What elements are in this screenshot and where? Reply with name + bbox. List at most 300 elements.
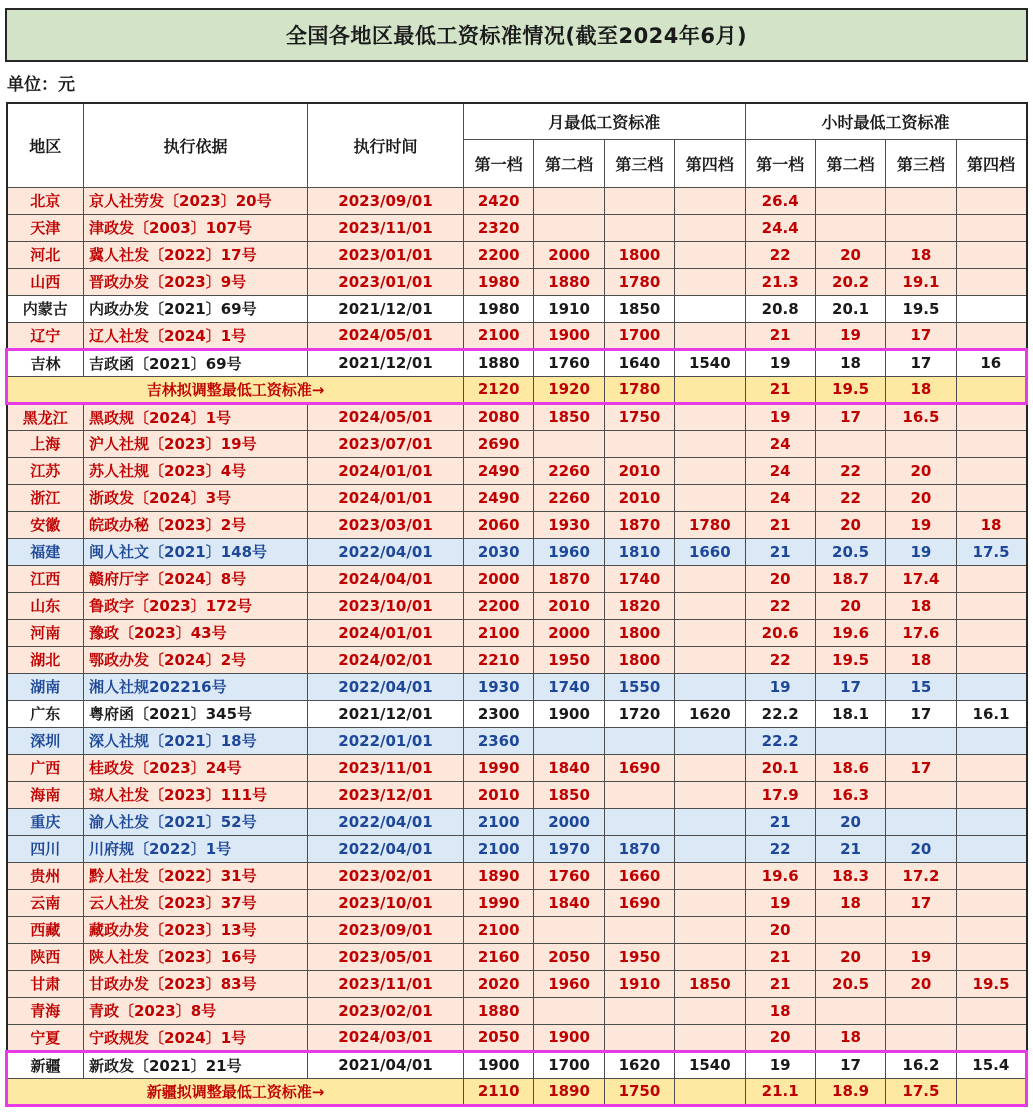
table-row [7, 295, 1027, 322]
cell-hourly-tier-1: 19 [745, 1051, 815, 1078]
header-monthly-group: 月最低工资标准 [464, 103, 746, 139]
cell-hourly-tier-3: 17.6 [886, 619, 956, 646]
cell-monthly-tier-2: 1920 [534, 376, 604, 403]
cell-basis: 渝人社发〔2021〕52号 [84, 808, 308, 835]
cell-hourly-tier-3: 17.5 [886, 1078, 956, 1105]
cell-monthly-tier-1: 2360 [464, 727, 534, 754]
cell-basis: 桂政发〔2023〕24号 [84, 754, 308, 781]
cell-hourly-tier-3 [886, 214, 956, 241]
cell-monthly-tier-2: 2260 [534, 457, 604, 484]
cell-monthly-tier-1: 2320 [464, 214, 534, 241]
cell-monthly-tier-2: 2000 [534, 619, 604, 646]
cell-hourly-tier-4 [956, 268, 1026, 295]
table-row [7, 403, 1027, 430]
cell-basis: 冀人社发〔2022〕17号 [84, 241, 308, 268]
cell-monthly-tier-4 [675, 376, 745, 403]
cell-date: 2021/12/01 [308, 295, 464, 322]
table-body [7, 187, 1027, 1105]
cell-monthly-tier-4 [675, 295, 745, 322]
cell-monthly-tier-1: 2690 [464, 430, 534, 457]
cell-date: 2023/10/01 [308, 889, 464, 916]
cell-hourly-tier-1: 19 [745, 889, 815, 916]
cell-monthly-tier-2: 1700 [534, 1051, 604, 1078]
cell-hourly-tier-1: 24 [745, 484, 815, 511]
cell-hourly-tier-2: 21 [815, 835, 885, 862]
cell-hourly-tier-2: 18.1 [815, 700, 885, 727]
cell-monthly-tier-1: 1930 [464, 673, 534, 700]
cell-monthly-tier-1: 1890 [464, 862, 534, 889]
cell-region: 山东 [7, 592, 84, 619]
cell-region: 新疆 [7, 1051, 84, 1078]
cell-hourly-tier-1: 19.6 [745, 862, 815, 889]
cell-monthly-tier-4: 1780 [675, 511, 745, 538]
cell-hourly-tier-4 [956, 430, 1026, 457]
cell-basis: 赣府厅字〔2024〕8号 [84, 565, 308, 592]
cell-region: 陕西 [7, 943, 84, 970]
cell-monthly-tier-4 [675, 727, 745, 754]
cell-hourly-tier-3 [886, 916, 956, 943]
cell-hourly-tier-1: 22 [745, 241, 815, 268]
cell-monthly-tier-1: 2100 [464, 916, 534, 943]
cell-monthly-tier-1: 2030 [464, 538, 534, 565]
cell-monthly-tier-4 [675, 322, 745, 349]
cell-monthly-tier-2: 1900 [534, 322, 604, 349]
cell-monthly-tier-3 [604, 1024, 674, 1051]
cell-hourly-tier-2: 17 [815, 1051, 885, 1078]
cell-basis: 黑政规〔2024〕1号 [84, 403, 308, 430]
cell-hourly-tier-4 [956, 862, 1026, 889]
cell-hourly-tier-4 [956, 781, 1026, 808]
cell-monthly-tier-3: 1690 [604, 889, 674, 916]
cell-hourly-tier-2: 20 [815, 592, 885, 619]
header-monthly-tier-1: 第一档 [464, 139, 534, 187]
table-row [7, 862, 1027, 889]
cell-hourly-tier-2: 20.5 [815, 970, 885, 997]
cell-region: 甘肃 [7, 970, 84, 997]
cell-hourly-tier-2: 20.1 [815, 295, 885, 322]
cell-monthly-tier-3 [604, 727, 674, 754]
cell-basis: 川府规〔2022〕1号 [84, 835, 308, 862]
cell-monthly-tier-2: 1910 [534, 295, 604, 322]
cell-monthly-tier-4 [675, 214, 745, 241]
cell-date: 2024/05/01 [308, 403, 464, 430]
cell-region: 山西 [7, 268, 84, 295]
cell-hourly-tier-4 [956, 916, 1026, 943]
cell-monthly-tier-1: 2100 [464, 322, 534, 349]
cell-hourly-tier-3: 18 [886, 376, 956, 403]
cell-monthly-tier-1: 1990 [464, 889, 534, 916]
cell-monthly-tier-2: 1970 [534, 835, 604, 862]
table-row [7, 700, 1027, 727]
cell-monthly-tier-3 [604, 187, 674, 214]
cell-monthly-tier-1: 1990 [464, 754, 534, 781]
cell-monthly-tier-1: 1900 [464, 1051, 534, 1078]
cell-hourly-tier-3: 19 [886, 943, 956, 970]
table-row [7, 835, 1027, 862]
header-hourly-tier-4: 第四档 [956, 139, 1026, 187]
cell-monthly-tier-3: 1660 [604, 862, 674, 889]
cell-date: 2023/12/01 [308, 781, 464, 808]
cell-hourly-tier-1: 26.4 [745, 187, 815, 214]
cell-date: 2023/05/01 [308, 943, 464, 970]
table-row [7, 619, 1027, 646]
cell-region: 青海 [7, 997, 84, 1024]
cell-hourly-tier-4 [956, 808, 1026, 835]
cell-monthly-tier-2: 1960 [534, 970, 604, 997]
cell-monthly-tier-4 [675, 619, 745, 646]
table-row [7, 673, 1027, 700]
cell-hourly-tier-4 [956, 1078, 1026, 1105]
cell-monthly-tier-3: 1720 [604, 700, 674, 727]
cell-hourly-tier-4: 17.5 [956, 538, 1026, 565]
cell-monthly-tier-4 [675, 862, 745, 889]
cell-hourly-tier-1: 21 [745, 376, 815, 403]
cell-monthly-tier-2: 2260 [534, 484, 604, 511]
cell-hourly-tier-1: 19 [745, 349, 815, 376]
cell-hourly-tier-3: 17 [886, 754, 956, 781]
cell-region: 宁夏 [7, 1024, 84, 1051]
cell-hourly-tier-2: 19.5 [815, 646, 885, 673]
cell-hourly-tier-3: 17 [886, 349, 956, 376]
cell-monthly-tier-4 [675, 754, 745, 781]
cell-basis: 宁政规发〔2024〕1号 [84, 1024, 308, 1051]
cell-region: 吉林 [7, 349, 84, 376]
cell-basis: 津政发〔2003〕107号 [84, 214, 308, 241]
cell-date: 2024/05/01 [308, 322, 464, 349]
cell-monthly-tier-2: 2050 [534, 943, 604, 970]
cell-hourly-tier-3: 17 [886, 700, 956, 727]
cell-monthly-tier-3: 1810 [604, 538, 674, 565]
cell-date: 2023/11/01 [308, 754, 464, 781]
cell-hourly-tier-3: 16.5 [886, 403, 956, 430]
cell-hourly-tier-1: 22.2 [745, 727, 815, 754]
cell-hourly-tier-4 [956, 295, 1026, 322]
cell-monthly-tier-4 [675, 673, 745, 700]
cell-region: 四川 [7, 835, 84, 862]
cell-monthly-tier-4 [675, 1078, 745, 1105]
cell-monthly-tier-4 [675, 403, 745, 430]
cell-region: 深圳 [7, 727, 84, 754]
header-region: 地区 [7, 103, 84, 187]
cell-hourly-tier-4 [956, 484, 1026, 511]
cell-date: 2024/01/01 [308, 457, 464, 484]
cell-hourly-tier-4: 16.1 [956, 700, 1026, 727]
cell-hourly-tier-1: 20 [745, 1024, 815, 1051]
cell-monthly-tier-1: 2020 [464, 970, 534, 997]
cell-monthly-tier-2: 1880 [534, 268, 604, 295]
cell-monthly-tier-3: 1690 [604, 754, 674, 781]
cell-hourly-tier-2: 18.7 [815, 565, 885, 592]
cell-hourly-tier-1: 21 [745, 538, 815, 565]
header-monthly-tier-2: 第二档 [534, 139, 604, 187]
cell-hourly-tier-4 [956, 673, 1026, 700]
cell-monthly-tier-1: 2160 [464, 943, 534, 970]
cell-monthly-tier-3 [604, 808, 674, 835]
page-title: 全国各地区最低工资标准情况(截至2024年6月) [5, 8, 1028, 62]
cell-monthly-tier-4 [675, 241, 745, 268]
cell-basis: 青政〔2023〕8号 [84, 997, 308, 1024]
cell-hourly-tier-2: 22 [815, 457, 885, 484]
cell-hourly-tier-4 [956, 592, 1026, 619]
cell-monthly-tier-3 [604, 781, 674, 808]
cell-monthly-tier-2: 1900 [534, 700, 604, 727]
cell-hourly-tier-2: 18 [815, 889, 885, 916]
cell-hourly-tier-3: 17.4 [886, 565, 956, 592]
cell-hourly-tier-3 [886, 997, 956, 1024]
cell-monthly-tier-3: 1820 [604, 592, 674, 619]
cell-monthly-tier-1: 1980 [464, 268, 534, 295]
cell-date: 2021/12/01 [308, 700, 464, 727]
cell-basis: 深人社规〔2021〕18号 [84, 727, 308, 754]
cell-monthly-tier-1: 2110 [464, 1078, 534, 1105]
table-row [7, 511, 1027, 538]
header-hourly-group: 小时最低工资标准 [745, 103, 1027, 139]
cell-monthly-tier-2: 1890 [534, 1078, 604, 1105]
cell-hourly-tier-1: 20 [745, 565, 815, 592]
cell-monthly-tier-4 [675, 484, 745, 511]
cell-hourly-tier-2 [815, 430, 885, 457]
cell-hourly-tier-3: 18 [886, 592, 956, 619]
adjust-row [7, 1078, 1027, 1105]
cell-date: 2021/12/01 [308, 349, 464, 376]
cell-monthly-tier-4 [675, 592, 745, 619]
cell-monthly-tier-2 [534, 997, 604, 1024]
cell-hourly-tier-4 [956, 1024, 1026, 1051]
cell-region: 天津 [7, 214, 84, 241]
cell-hourly-tier-2: 20.5 [815, 538, 885, 565]
cell-region: 江苏 [7, 457, 84, 484]
cell-date: 2022/04/01 [308, 835, 464, 862]
cell-hourly-tier-4: 15.4 [956, 1051, 1026, 1078]
cell-hourly-tier-1: 22 [745, 835, 815, 862]
cell-monthly-tier-4 [675, 835, 745, 862]
cell-monthly-tier-2 [534, 214, 604, 241]
cell-hourly-tier-1: 21 [745, 511, 815, 538]
cell-hourly-tier-1: 22 [745, 646, 815, 673]
cell-hourly-tier-1: 20.8 [745, 295, 815, 322]
cell-basis: 鄂政办发〔2024〕2号 [84, 646, 308, 673]
cell-monthly-tier-2: 1960 [534, 538, 604, 565]
cell-hourly-tier-3: 19.5 [886, 295, 956, 322]
cell-monthly-tier-4 [675, 997, 745, 1024]
cell-monthly-tier-3 [604, 916, 674, 943]
cell-date: 2023/01/01 [308, 241, 464, 268]
cell-date: 2021/04/01 [308, 1051, 464, 1078]
cell-monthly-tier-1: 2080 [464, 403, 534, 430]
cell-monthly-tier-1: 2200 [464, 241, 534, 268]
cell-basis: 晋政办发〔2023〕9号 [84, 268, 308, 295]
table-row [7, 322, 1027, 349]
cell-monthly-tier-1: 1880 [464, 997, 534, 1024]
cell-hourly-tier-3: 17.2 [886, 862, 956, 889]
cell-hourly-tier-1: 18 [745, 997, 815, 1024]
cell-monthly-tier-1: 2060 [464, 511, 534, 538]
table-row [7, 430, 1027, 457]
cell-hourly-tier-3: 20 [886, 484, 956, 511]
cell-monthly-tier-2: 1850 [534, 403, 604, 430]
cell-hourly-tier-1: 21 [745, 970, 815, 997]
cell-hourly-tier-2 [815, 727, 885, 754]
cell-monthly-tier-3: 1780 [604, 376, 674, 403]
cell-hourly-tier-3: 15 [886, 673, 956, 700]
cell-monthly-tier-2: 1840 [534, 889, 604, 916]
cell-date: 2024/03/01 [308, 1024, 464, 1051]
cell-monthly-tier-4: 1850 [675, 970, 745, 997]
cell-hourly-tier-3 [886, 1024, 956, 1051]
cell-region: 辽宁 [7, 322, 84, 349]
cell-monthly-tier-3 [604, 430, 674, 457]
cell-hourly-tier-4: 16 [956, 349, 1026, 376]
cell-hourly-tier-2: 16.3 [815, 781, 885, 808]
cell-hourly-tier-2: 19.5 [815, 376, 885, 403]
cell-basis: 云人社发〔2023〕37号 [84, 889, 308, 916]
cell-hourly-tier-3: 19 [886, 511, 956, 538]
cell-monthly-tier-3: 1910 [604, 970, 674, 997]
cell-date: 2022/04/01 [308, 808, 464, 835]
cell-hourly-tier-4 [956, 943, 1026, 970]
cell-region: 河北 [7, 241, 84, 268]
header-monthly-tier-3: 第三档 [604, 139, 674, 187]
cell-monthly-tier-4 [675, 889, 745, 916]
cell-basis: 豫政〔2023〕43号 [84, 619, 308, 646]
cell-region: 贵州 [7, 862, 84, 889]
cell-monthly-tier-2: 2000 [534, 241, 604, 268]
cell-basis: 琼人社发〔2023〕111号 [84, 781, 308, 808]
header-date: 执行时间 [308, 103, 464, 187]
cell-hourly-tier-1: 21.1 [745, 1078, 815, 1105]
cell-basis: 鲁政字〔2023〕172号 [84, 592, 308, 619]
cell-region: 河南 [7, 619, 84, 646]
cell-basis: 吉政函〔2021〕69号 [84, 349, 308, 376]
cell-monthly-tier-3: 1800 [604, 241, 674, 268]
cell-hourly-tier-2: 19 [815, 322, 885, 349]
cell-hourly-tier-1: 22.2 [745, 700, 815, 727]
header-hourly-tier-2: 第二档 [815, 139, 885, 187]
cell-monthly-tier-3 [604, 997, 674, 1024]
cell-hourly-tier-4 [956, 835, 1026, 862]
table-row [7, 187, 1027, 214]
table-row [7, 1024, 1027, 1051]
cell-monthly-tier-4 [675, 430, 745, 457]
cell-hourly-tier-1: 24 [745, 430, 815, 457]
cell-date: 2023/07/01 [308, 430, 464, 457]
cell-basis: 皖政办秘〔2023〕2号 [84, 511, 308, 538]
cell-hourly-tier-1: 20 [745, 916, 815, 943]
cell-monthly-tier-3: 2010 [604, 457, 674, 484]
cell-monthly-tier-2 [534, 430, 604, 457]
cell-hourly-tier-3 [886, 430, 956, 457]
cell-region: 福建 [7, 538, 84, 565]
cell-monthly-tier-4 [675, 943, 745, 970]
cell-monthly-tier-3: 1620 [604, 1051, 674, 1078]
cell-date: 2022/01/01 [308, 727, 464, 754]
cell-hourly-tier-2: 20 [815, 808, 885, 835]
cell-monthly-tier-3: 1870 [604, 835, 674, 862]
table-row [7, 592, 1027, 619]
cell-hourly-tier-2: 20 [815, 943, 885, 970]
cell-monthly-tier-1: 2200 [464, 592, 534, 619]
cell-hourly-tier-1: 20.6 [745, 619, 815, 646]
cell-region: 西藏 [7, 916, 84, 943]
table-row [7, 997, 1027, 1024]
cell-hourly-tier-2 [815, 916, 885, 943]
cell-monthly-tier-1: 2050 [464, 1024, 534, 1051]
cell-date: 2022/04/01 [308, 673, 464, 700]
adjust-label-cell: 新疆拟调整最低工资标准→ [7, 1078, 464, 1105]
cell-hourly-tier-2: 20 [815, 241, 885, 268]
cell-monthly-tier-2: 1840 [534, 754, 604, 781]
cell-hourly-tier-4 [956, 754, 1026, 781]
cell-region: 上海 [7, 430, 84, 457]
cell-monthly-tier-3: 1750 [604, 1078, 674, 1105]
cell-hourly-tier-4 [956, 727, 1026, 754]
cell-basis: 辽人社发〔2024〕1号 [84, 322, 308, 349]
cell-date: 2023/02/01 [308, 862, 464, 889]
cell-hourly-tier-4 [956, 889, 1026, 916]
cell-hourly-tier-4: 18 [956, 511, 1026, 538]
cell-hourly-tier-1: 19 [745, 673, 815, 700]
cell-hourly-tier-1: 17.9 [745, 781, 815, 808]
cell-region: 浙江 [7, 484, 84, 511]
cell-hourly-tier-1: 19 [745, 403, 815, 430]
cell-monthly-tier-3: 1550 [604, 673, 674, 700]
cell-hourly-tier-2: 18 [815, 1024, 885, 1051]
cell-basis: 湘人社规202216号 [84, 673, 308, 700]
cell-hourly-tier-1: 21 [745, 322, 815, 349]
cell-monthly-tier-4 [675, 1024, 745, 1051]
cell-region: 江西 [7, 565, 84, 592]
cell-monthly-tier-1: 2100 [464, 808, 534, 835]
cell-hourly-tier-3: 18 [886, 241, 956, 268]
cell-monthly-tier-2: 1870 [534, 565, 604, 592]
table-row [7, 349, 1027, 376]
cell-monthly-tier-4 [675, 916, 745, 943]
table-row [7, 457, 1027, 484]
cell-monthly-tier-1: 2300 [464, 700, 534, 727]
cell-monthly-tier-4 [675, 187, 745, 214]
cell-monthly-tier-4 [675, 457, 745, 484]
cell-hourly-tier-1: 21 [745, 808, 815, 835]
cell-date: 2024/04/01 [308, 565, 464, 592]
cell-hourly-tier-1: 20.1 [745, 754, 815, 781]
cell-region: 北京 [7, 187, 84, 214]
cell-monthly-tier-4 [675, 565, 745, 592]
cell-monthly-tier-4 [675, 781, 745, 808]
header-hourly-tier-3: 第三档 [886, 139, 956, 187]
cell-hourly-tier-2 [815, 997, 885, 1024]
cell-date: 2023/01/01 [308, 268, 464, 295]
cell-monthly-tier-3: 1750 [604, 403, 674, 430]
cell-monthly-tier-2 [534, 916, 604, 943]
cell-hourly-tier-4 [956, 376, 1026, 403]
cell-hourly-tier-3: 19.1 [886, 268, 956, 295]
cell-region: 湖南 [7, 673, 84, 700]
cell-region: 黑龙江 [7, 403, 84, 430]
cell-hourly-tier-4 [956, 403, 1026, 430]
unit-label: 单位：元 [5, 62, 1028, 102]
cell-date: 2023/03/01 [308, 511, 464, 538]
cell-hourly-tier-3: 17 [886, 889, 956, 916]
table-row [7, 565, 1027, 592]
cell-monthly-tier-4 [675, 646, 745, 673]
cell-basis: 内政办发〔2021〕69号 [84, 295, 308, 322]
cell-hourly-tier-2: 17 [815, 673, 885, 700]
minimum-wage-table [5, 102, 1028, 1107]
cell-basis: 闽人社文〔2021〕148号 [84, 538, 308, 565]
cell-hourly-tier-3: 17 [886, 322, 956, 349]
cell-date: 2024/01/01 [308, 484, 464, 511]
cell-monthly-tier-2: 1930 [534, 511, 604, 538]
